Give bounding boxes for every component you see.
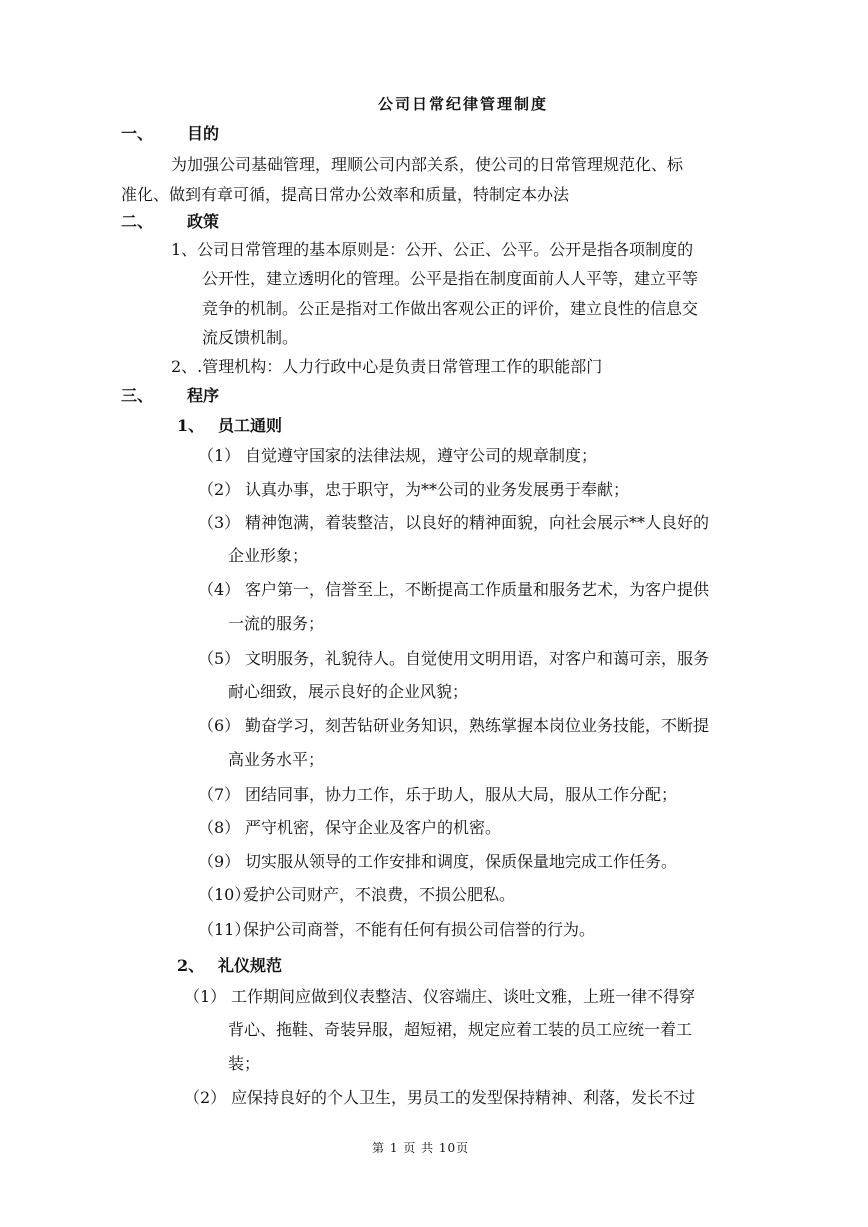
rule-line: 团结同事，协力工作，乐于助人，服从大局，服从工作分配；	[245, 785, 678, 804]
page-footer: 第 1 页 共 10页	[372, 1141, 470, 1155]
rule-number: （4）	[198, 580, 241, 599]
rule-line: 工作期间应做到仪表整洁、仪容端庄、谈吐文雅，上班一律不得穿	[231, 987, 696, 1006]
section-number: 三、	[121, 386, 154, 405]
subsection-heading: 礼仪规范	[218, 956, 283, 975]
document-title: 公司日常纪律管理制度	[378, 95, 549, 113]
rule-line: 装；	[228, 1054, 261, 1073]
rule-number: （11）	[198, 920, 251, 939]
subsection-number: 1、	[177, 416, 205, 435]
section-number: 一、	[121, 124, 154, 143]
paragraph-line: 准化、做到有章可循，提高日常办公效率和质量，特制定本办法	[121, 185, 570, 204]
rule-number: （3）	[198, 513, 241, 532]
rule-number: （6）	[198, 716, 241, 735]
rule-number: （2）	[198, 480, 241, 499]
rule-line: 客户第一，信誉至上，不断提高工作质量和服务艺术，为客户提供	[245, 580, 710, 599]
rule-line: 背心、拖鞋、奇装异服，超短裙，规定应着工装的员工应统一着工	[228, 1020, 693, 1039]
rule-number: （8）	[198, 818, 241, 837]
policy-line: 流反馈机制。	[202, 328, 299, 347]
rule-line: 耐心细致，展示良好的企业风貌；	[228, 682, 469, 701]
rule-number: （9）	[198, 852, 241, 871]
rule-line: 高业务水平；	[228, 750, 325, 769]
subsection-number: 2、	[177, 956, 205, 975]
policy-line: 竞争的机制。公正是指对工作做出客观公正的评价，建立良性的信息交	[202, 299, 699, 318]
rule-line: 切实服从领导的工作安排和调度，保质保量地完成工作任务。	[245, 852, 678, 871]
subsection-heading: 员工通则	[218, 416, 283, 435]
policy-line: 2、.管理机构：人力行政中心是负责日常管理工作的职能部门	[171, 357, 603, 376]
rule-line: 认真办事，忠于职守，为**公司的业务发展勇于奉献；	[245, 480, 630, 499]
rule-line: 严守机密，保守企业及客户的机密。	[245, 818, 502, 837]
rule-line: 勤奋学习，刻苦钻研业务知识，熟练掌握本岗位业务技能，不断提	[245, 716, 710, 735]
paragraph-line: 为加强公司基础管理，理顺公司内部关系，使公司的日常管理规范化、标	[171, 155, 684, 174]
rule-line: 文明服务，礼貌待人。自觉使用文明用语，对客户和蔼可亲，服务	[245, 649, 710, 668]
rule-number: （1）	[184, 987, 227, 1006]
rule-number: （10）	[198, 885, 251, 904]
policy-line: 公开性，建立透明化的管理。公平是指在制度面前人人平等，建立平等	[202, 269, 699, 288]
rule-line: 应保持良好的个人卫生，男员工的发型保持精神、利落，发长不过	[231, 1088, 696, 1107]
rule-number: （7）	[198, 785, 241, 804]
rule-line: 精神饱满，着装整洁，以良好的精神面貌，向社会展示**人良好的	[245, 513, 710, 532]
section-heading: 程序	[187, 386, 220, 405]
section-heading: 政策	[187, 212, 220, 231]
section-heading: 目的	[187, 124, 220, 143]
section-number: 二、	[121, 212, 154, 231]
rule-number: （2）	[184, 1088, 227, 1107]
rule-number: （5）	[198, 649, 241, 668]
rule-line: 企业形象；	[228, 546, 309, 565]
rule-line: 自觉遵守国家的法律法规，遵守公司的规章制度；	[245, 446, 598, 465]
policy-line: 1、公司日常管理的基本原则是：公开、公正、公平。公开是指各项制度的	[171, 240, 694, 259]
rule-line: 保护公司商誉，不能有任何有损公司信誉的行为。	[243, 920, 596, 939]
rule-line: 一流的服务；	[228, 614, 325, 633]
rule-number: （1）	[198, 446, 241, 465]
rule-line: 爱护公司财产，不浪费，不损公肥私。	[243, 885, 516, 904]
